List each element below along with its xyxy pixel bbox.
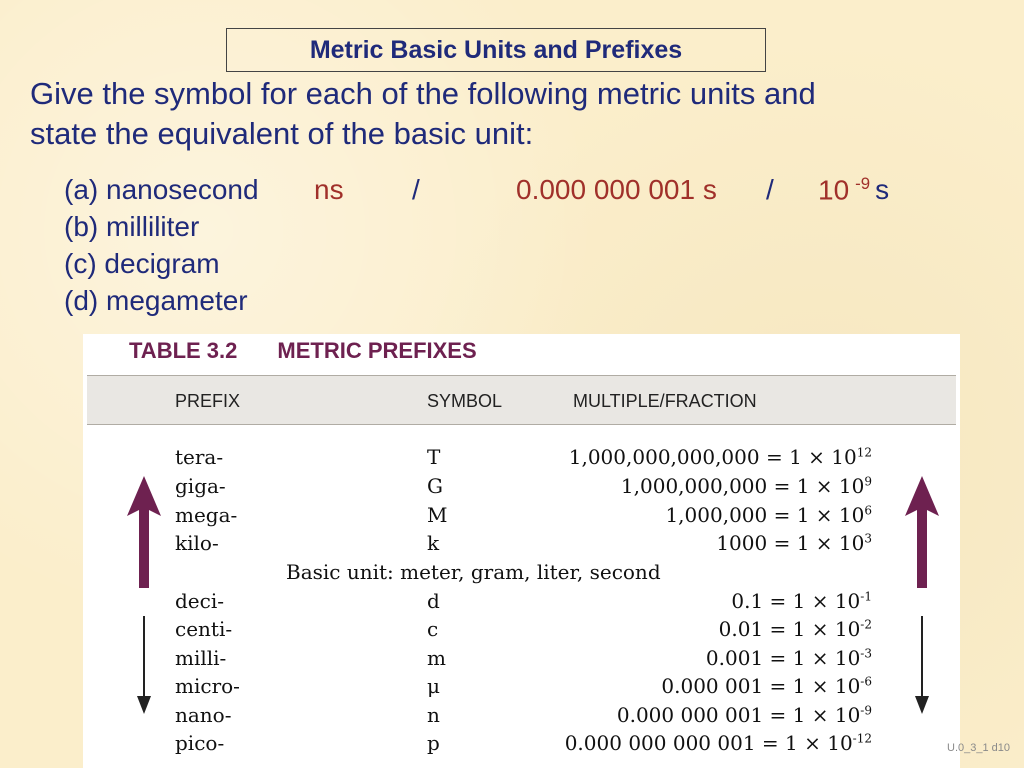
row-prefix: pico- [175, 731, 225, 755]
item-c: (c) decigram [64, 248, 220, 279]
answer-separator-1: / [412, 174, 420, 205]
row-symbol: M [427, 503, 448, 527]
row-multiple-exp: -12 [852, 731, 872, 746]
table-number: TABLE 3.2 [129, 338, 238, 363]
table-header-band [87, 375, 956, 425]
row-multiple-base: 0.1 = 1 × 10 [731, 589, 861, 613]
row-multiple-base: 0.001 = 1 × 10 [705, 646, 861, 670]
answer-separator-2: / [766, 174, 774, 205]
row-multiple-base: 0.000 000 000 001 = 1 × 10 [564, 731, 853, 755]
row-multiple-base: 1000 = 1 × 10 [716, 531, 865, 555]
question-line-2: state the equivalent of the basic unit: [30, 116, 534, 151]
answer-decimal-value: 0.000 000 001 s [516, 174, 717, 205]
item-d: (d) megameter [64, 285, 248, 316]
row-prefix: nano- [175, 703, 232, 727]
arrow-down-left-icon [133, 616, 155, 714]
answer-power-unit: s [875, 174, 890, 206]
row-multiple [706, 646, 872, 670]
row-symbol: m [427, 646, 446, 670]
arrow-down-right-icon [911, 616, 933, 714]
row-symbol: k [427, 531, 440, 555]
arrow-up-left-icon [127, 476, 161, 588]
row-multiple-exp: 6 [864, 503, 872, 518]
row-multiple-exp: -3 [860, 646, 872, 661]
row-symbol: T [427, 445, 441, 469]
metric-prefixes-table [83, 334, 960, 768]
header-multiple: MULTIPLE/FRACTION [573, 391, 757, 411]
row-multiple [731, 589, 872, 613]
header-prefix: PREFIX [175, 391, 241, 411]
row-multiple [661, 674, 872, 698]
row-multiple-exp: 9 [864, 474, 872, 489]
slide-footer-code: U.0_3_1 d10 [947, 742, 1010, 754]
row-symbol: d [427, 589, 440, 613]
table-heading: METRIC PREFIXES [277, 338, 477, 363]
row-multiple [565, 731, 872, 755]
row-prefix: mega- [175, 503, 238, 527]
slide-title-box [226, 28, 766, 72]
answer-power [818, 174, 889, 206]
item-a: (a) nanosecond [64, 174, 259, 205]
row-symbol: μ [427, 674, 440, 698]
row-prefix: kilo- [175, 531, 219, 555]
row-multiple-base: 0.000 000 001 = 1 × 10 [616, 703, 861, 727]
table-title [129, 338, 477, 364]
row-symbol: p [427, 731, 440, 755]
slide-title: Metric Basic Units and Prefixes [309, 35, 683, 64]
answer-symbol: ns [314, 174, 344, 205]
row-symbol: n [427, 703, 440, 727]
row-multiple-base: 1,000,000,000,000 = 1 × 10 [568, 445, 857, 469]
row-prefix: giga- [175, 474, 226, 498]
header-symbol: SYMBOL [427, 391, 503, 411]
arrow-up-right-icon [905, 476, 939, 588]
item-b: (b) milliliter [64, 211, 200, 242]
row-multiple-base: 0.000 001 = 1 × 10 [661, 674, 861, 698]
row-multiple-base: 0.01 = 1 × 10 [718, 617, 861, 641]
answer-power-base: 10 [818, 174, 850, 206]
answer-power-exp: -9 [855, 174, 871, 193]
row-prefix: centi- [175, 617, 233, 641]
row-prefix: deci- [175, 589, 224, 613]
row-prefix: tera- [175, 445, 224, 469]
answer-decimal [516, 174, 717, 206]
row-multiple-exp: -2 [860, 617, 872, 632]
row-symbol: c [427, 617, 439, 641]
row-multiple [716, 531, 872, 555]
row-multiple [719, 617, 872, 641]
row-multiple-exp: 3 [864, 531, 872, 546]
row-multiple [665, 503, 872, 527]
row-multiple-base: 1,000,000,000 = 1 × 10 [620, 474, 865, 498]
row-multiple-exp: -6 [860, 674, 872, 689]
row-multiple-exp: -1 [860, 589, 872, 604]
question-text [30, 74, 1000, 154]
question-line-1: Give the symbol for each of the following metric units and [30, 76, 816, 111]
row-multiple [569, 445, 872, 469]
row-multiple-exp: 12 [856, 445, 872, 460]
row-prefix: milli- [175, 646, 227, 670]
row-multiple [621, 474, 872, 498]
row-symbol: G [427, 474, 443, 498]
row-prefix: micro- [175, 674, 240, 698]
row-multiple-exp: -9 [860, 703, 872, 718]
basic-unit-line: Basic unit: meter, gram, liter, second [286, 560, 661, 584]
row-multiple [617, 703, 872, 727]
row-multiple-base: 1,000,000 = 1 × 10 [665, 503, 865, 527]
